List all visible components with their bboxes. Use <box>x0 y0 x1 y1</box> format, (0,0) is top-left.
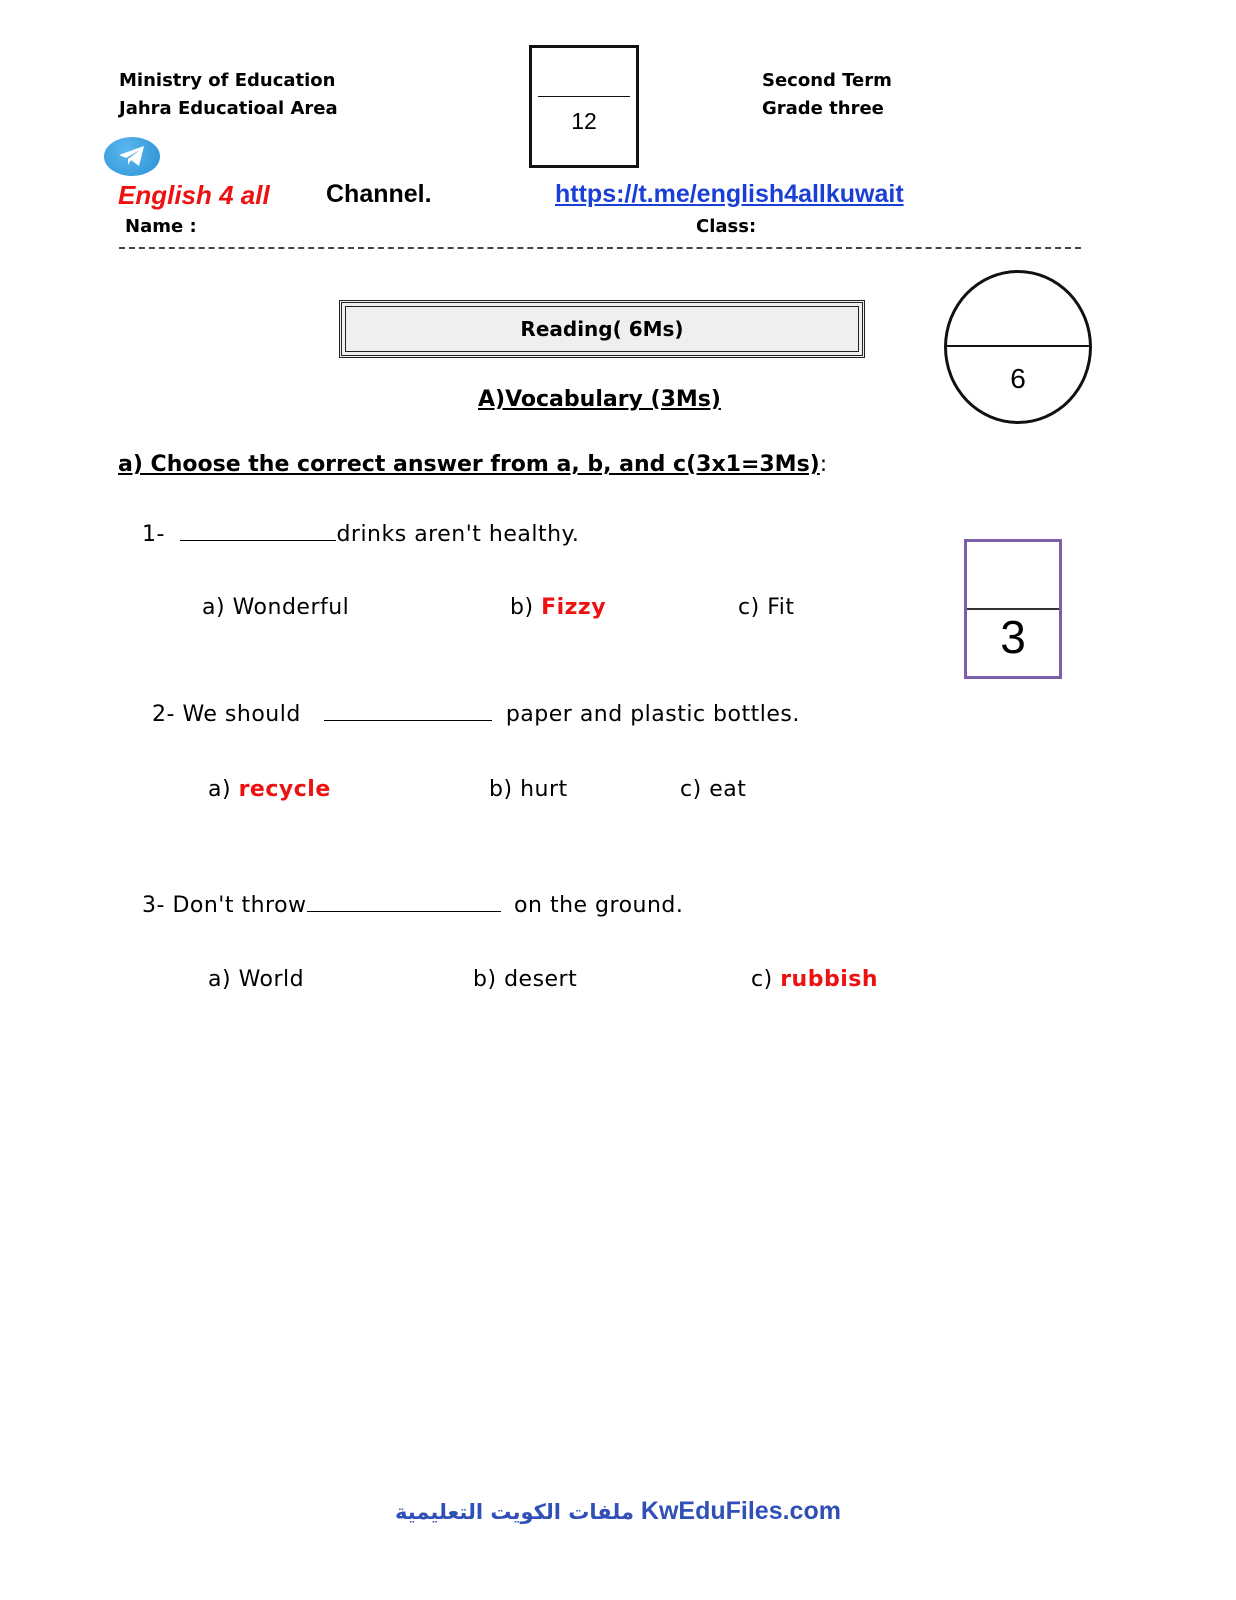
option-text: eat <box>709 777 747 802</box>
question-number: 2- <box>152 702 175 727</box>
option-letter: a) <box>208 777 232 802</box>
separator-line <box>119 247 1081 249</box>
question-text-after: paper and plastic bottles. <box>505 702 800 727</box>
reading-title-box <box>339 300 865 358</box>
instruction-line <box>118 452 827 477</box>
reading-score-value: 6 <box>1010 363 1026 394</box>
channel-link[interactable]: https://t.me/english4allkuwait <box>555 180 904 208</box>
option-text-correct: rubbish <box>780 967 878 992</box>
channel-label: Channel. <box>326 180 432 208</box>
instruction-tail: : <box>819 452 828 477</box>
question-2 <box>152 702 800 727</box>
answer-blank[interactable] <box>180 522 336 541</box>
answer-blank[interactable] <box>307 893 501 912</box>
instruction-text: a) Choose the correct answer from a, b, and c(3x1=3Ms) <box>118 452 820 477</box>
name-label: Name : <box>125 216 197 237</box>
question-text-after: on the ground. <box>514 893 684 918</box>
part-score-value: 3 <box>1000 611 1026 663</box>
question-text-before: We should <box>182 702 301 727</box>
q3-option-c[interactable] <box>751 967 878 992</box>
option-letter: a) <box>202 595 226 620</box>
total-score-value: 12 <box>571 108 597 134</box>
telegram-icon[interactable] <box>104 137 160 176</box>
part-score-box <box>964 539 1062 679</box>
question-text-after: drinks aren't healthy. <box>336 522 580 547</box>
question-number: 3- <box>142 893 165 918</box>
footer-watermark <box>0 1497 1236 1526</box>
q1-option-a[interactable] <box>202 595 349 620</box>
ministry-label: Ministry of Education <box>119 70 336 91</box>
term-label: Second Term <box>762 70 892 91</box>
answer-blank[interactable] <box>324 702 492 721</box>
q2-option-a[interactable] <box>208 777 331 802</box>
total-score-box <box>529 45 639 168</box>
class-label: Class: <box>696 216 757 237</box>
option-letter: b) <box>510 595 534 620</box>
q1-option-c[interactable] <box>738 595 794 620</box>
reading-score-circle <box>944 270 1092 424</box>
vocabulary-subtitle: A)Vocabulary (3Ms) <box>478 387 721 412</box>
option-letter: b) <box>473 967 497 992</box>
option-text-correct: recycle <box>238 777 331 802</box>
q1-option-b[interactable] <box>510 595 606 620</box>
area-label: Jahra Educatioal Area <box>119 98 338 119</box>
option-text-correct: Fizzy <box>541 595 607 620</box>
option-text: Fit <box>767 595 795 620</box>
q2-option-b[interactable] <box>489 777 568 802</box>
question-3 <box>142 893 683 918</box>
q3-option-a[interactable] <box>208 967 304 992</box>
q3-option-b[interactable] <box>473 967 577 992</box>
q2-option-c[interactable] <box>680 777 746 802</box>
channel-name: English 4 all <box>118 180 270 210</box>
option-letter: c) <box>680 777 702 802</box>
option-letter: a) <box>208 967 232 992</box>
option-letter: c) <box>738 595 760 620</box>
question-1 <box>142 522 579 547</box>
option-text: Wonderful <box>232 595 350 620</box>
reading-title: Reading( 6Ms) <box>520 317 684 341</box>
option-text: World <box>238 967 305 992</box>
option-letter: c) <box>751 967 773 992</box>
footer-arabic: ملفات الكويت التعليمية <box>395 1500 634 1524</box>
option-letter: b) <box>489 777 513 802</box>
question-number: 1- <box>142 522 165 547</box>
option-text: hurt <box>520 777 568 802</box>
option-text: desert <box>504 967 578 992</box>
grade-label: Grade three <box>762 98 884 119</box>
footer-site[interactable]: KwEduFiles.com <box>640 1497 841 1525</box>
question-text-before: Don't throw <box>172 893 307 918</box>
